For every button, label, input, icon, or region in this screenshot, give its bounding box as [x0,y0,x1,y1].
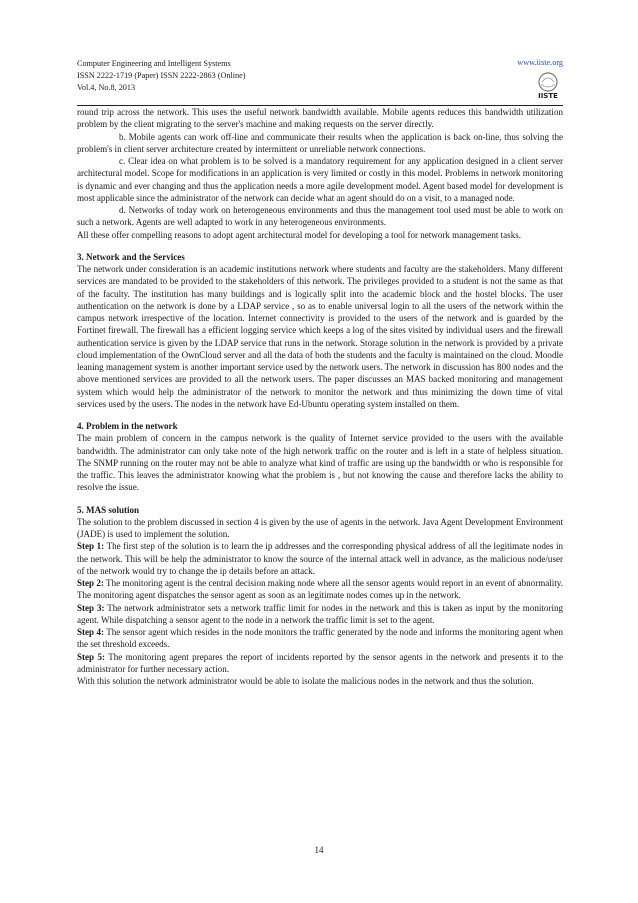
step-text: The network administrator sets a network traffic limit for nodes in the network and this is taken as input by the monitoring agent. While dispatching a sensor agent to the node in a network the traffic limit is set to the agent. [77,602,564,625]
section-5-body: The solution to the problem discussed in section 4 is given by the use of agents in the network. Java Agent Development Environment (JADE) is used to implement the solution. [77,516,563,539]
issn-line: ISSN 2222-1719 (Paper) ISSN 2222-2863 (Online) [77,71,246,80]
step-label: Step 2: [77,578,104,588]
step-5 [77,651,563,676]
step-label: Step 3: [77,602,105,613]
step-2 [77,577,563,602]
step-4 [77,626,563,651]
step-text: The monitoring agent is the central decision making node where all the sensor agents would report in an event of abnormality. The monitoring agent dispatches the sensor agent as soon as an legitimate nodes comes up in the network. [77,578,564,601]
list-item-c: c. Clear idea on what problem is to be solved is a mandatory requirement for any application designed in a client server architectural model. Scope for modifications in an application is very limited or costly in this model. Problems in network monitoring is dynamic and ever changing and thus the application needs a more agile development model. Agent based model for development is most applicable since the administrator of the network can decide what an agent should do on a visit, to a managed node. [77,156,563,203]
list-item-b: b. Mobile agents can work off-line and communicate their results when the application is back on-line, thus solving the problem's in client server architecture created by intermittent or unreliable network connections. [77,131,563,154]
step-1 [77,540,563,577]
step-text: The monitoring agent prepares the report of incidents reported by the sensor agents in the network and presents it to the administrator for further necessary action. [77,651,563,674]
step-3 [77,602,563,627]
page-number: 14 [314,845,324,855]
section-heading-5: 5. MAS solution [77,504,140,515]
conclusion-paragraph: With this solution the network administrator would be able to isolate the malicious nodes in the network and thus the solution. [77,676,534,686]
step-label: Step 1: [77,541,105,552]
step-text: The first step of the solution is to learn the ip addresses and the corresponding physical address of all the legitimate nodes in the network. This will be help the administrator to know the source of the internal attack well in advance, as the malicious node/user of the network would try to change the ip details before an attack. [77,541,563,576]
step-text: The sensor agent which resides in the node monitors the traffic generated by the node and informs the monitoring agent when the set threshold exceeds. [77,627,563,650]
section-4-body: The main problem of concern in the campus network is the quality of Internet service provided to the users with the available bandwidth. The administrator can only take note of the high network traffic on the router and is left in a state of helpless situation. The SNMP running on the router may not be able to analyze what kind of traffic are using up the bandwidth or who is responsible for the traffic. This leaves the administrator knowing what the problem is , but not knowing the cause and therefore lacks the ability to resolve the issue. [77,433,563,493]
section-heading-3: 3. Network and the Services [77,251,185,262]
logo-text: IISTE [538,92,558,100]
section-heading-4: 4. Problem in the network [77,421,178,431]
volume-line: Vol.4, No.8, 2013 [77,83,136,92]
paragraph: All these offer compelling reasons to adopt agent architectural model for developing a tool for network management tasks. [77,229,521,240]
journal-url-link[interactable]: www.iiste.org [517,58,563,67]
paragraph: round trip across the network. This uses the useful network bandwidth available. Mobile agents reduces this bandwidth utilization problem by the client migrating to the server's machine and making requests on the server directly. [77,107,563,130]
page-body [77,106,563,687]
journal-name: Computer Engineering and Intelligent Systems [77,59,231,68]
step-label: Step 5: [77,651,105,662]
step-label: Step 4: [77,627,104,637]
section-3-body: The network under consideration is an academic institutions network where students and faculty are the stakeholders. Many different services are mandated to be provided to the stakeholders of this network. The privileges provided to a student is not the same as that of the faculty. The institution has many buildings and is logically split into the academic block and the hostel blocks. The user authentication on the network is done by a LDAP service , so as to enable universal login to all the users of the network within the campus network irrespective of the location. Internet connectivity is provided to the users of the network and is guarded by the Fortinet firewall. The firewall has a efficient logging service which keeps a log of the sites visited by individual users and the firewall authentication service is given by the LDAP service that runs in the network. Storage solution in the network is provided by a private cloud implementation of the OwnCloud server and all the data of both the students and the faculty is maintained on the cloud. Moodle leaning management system is another important service used by the network users. The network in discussion has 800 nodes and the above mentioned services are provided to all the network users. The paper discusses an MAS backed monitoring and management system which would help the administrator of the network to monitor the network and thus minimizing the down time of vital services used by the users. The nodes in the network have Ed-Ubuntu operating system installed on them. [77,264,563,409]
page-header [77,58,563,106]
list-item-d: d. Networks of today work on heterogeneous environments and thus the management tool used must be able to work on such a network. Agents are well adapted to work in any heterogeneous environments. [77,205,563,228]
iiste-logo-icon [533,70,563,100]
